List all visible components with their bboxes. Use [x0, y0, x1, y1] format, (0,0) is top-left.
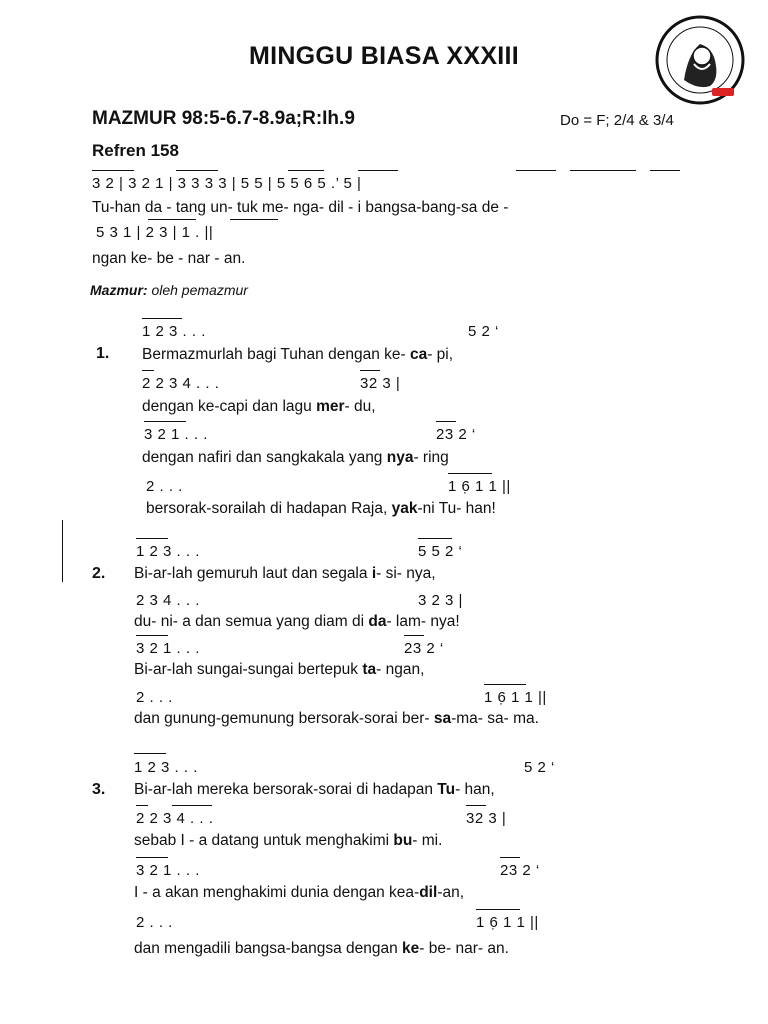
accent-syllable: ke	[402, 940, 420, 957]
lyric-text: Bi-ar-lah sungai-sungai bertepuk	[134, 661, 363, 678]
verse-2-notes-3b: 23 2 ‘	[404, 640, 444, 657]
verse-1-line-4	[146, 500, 496, 518]
verse-2-line-1	[134, 565, 436, 583]
beam	[484, 684, 526, 685]
verse-1-notes-3b: 23 2 ‘	[436, 426, 476, 443]
accent-syllable: ta	[362, 661, 377, 678]
beam	[142, 370, 154, 371]
verse-2-notes-2b: 3 2 3 |	[418, 592, 463, 609]
beam	[230, 219, 278, 220]
lyric-text: dengan nafiri dan sangkakala yang	[142, 449, 387, 466]
beam	[418, 538, 452, 539]
lyric-text: - ngan,	[376, 661, 425, 678]
verse-number: 3.	[92, 781, 106, 798]
beam	[136, 538, 168, 539]
lyric-text: - lam- nya!	[386, 613, 460, 630]
verse-1-notes-4b: 1 6̣ 1 1 ||	[448, 478, 511, 495]
accent-syllable: i	[371, 565, 377, 582]
verse-3-line-2	[134, 832, 442, 850]
verse-2-notes-2a: 2 3 4 . . .	[136, 592, 200, 609]
verse-1-line-2	[142, 398, 376, 416]
beam	[360, 370, 380, 371]
verse-2-notes-4a: 2 . . .	[136, 689, 173, 706]
verse-3-line-1	[134, 781, 495, 799]
verse-2-line-3	[134, 661, 424, 679]
accent-syllable: Tu	[437, 781, 456, 798]
accent-syllable: nya	[386, 449, 414, 466]
verse-2-notes-4b: 1 6̣ 1 1 ||	[484, 689, 547, 706]
lyric-text: - pi,	[427, 346, 454, 363]
beam	[500, 857, 520, 858]
beam	[176, 170, 218, 171]
lyric-text: - du,	[344, 398, 376, 415]
verse-3-notes-1a: 1 2 3 . . .	[134, 759, 198, 776]
verse-3-line-3	[134, 884, 464, 902]
accent-syllable: sa	[433, 710, 452, 727]
refrain-notes-line-2: 5 3 1 | 2 3 | 1 . ||	[96, 224, 214, 241]
verse-2-notes-1b: 5 5 2 ‘	[418, 543, 463, 560]
verse-1-notes-4a: 2 . . .	[146, 478, 183, 495]
verse-1-line-1	[142, 346, 453, 364]
beam	[144, 421, 186, 422]
beam	[570, 170, 636, 171]
beam	[172, 805, 212, 806]
lyric-text: - si- nya,	[376, 565, 436, 582]
verse-2-line-4	[134, 710, 539, 728]
lyric-text: - ring	[413, 449, 449, 466]
lyric-text: Bi-ar-lah mereka bersorak-sorai di hadapan	[134, 781, 438, 798]
verse-3-notes-2a: 2 2 3 4 . . .	[136, 810, 214, 827]
verse-number: 1.	[96, 345, 110, 362]
lyric-text: - be- nar- an.	[419, 940, 509, 957]
psalm-reference: MAZMUR 98:5-6.7-8.9a;R:Ih.9	[92, 108, 355, 129]
verse-3-notes-4b: 1 6̣ 1 1 ||	[476, 914, 539, 931]
psalm-subheading	[90, 282, 248, 298]
verse-1-notes-3a: 3 2 1 . . .	[144, 426, 208, 443]
lyric-text: I - a akan menghakimi dunia dengan kea-	[134, 884, 420, 901]
lyric-text: dan gunung-gemunung bersorak-sorai ber-	[134, 710, 434, 727]
accent-syllable: da	[368, 613, 387, 630]
accent-syllable: dil	[419, 884, 438, 901]
lyric-text: Bermazmurlah bagi Tuhan dengan ke-	[142, 346, 410, 363]
lyric-text: sebab I - a datang untuk menghakimi	[134, 832, 394, 849]
lyric-text: -ma- sa- ma.	[451, 710, 539, 727]
verse-3-notes-1b: 5 2 ‘	[524, 759, 555, 776]
verse-1-notes-1b: 5 2 ‘	[468, 323, 499, 340]
sub-rest: oleh pemazmur	[147, 282, 248, 298]
refrain-lyrics-line-2: ngan ke- be - nar - an.	[92, 250, 246, 267]
refrain-notes-line-1: 3 2 | 3 2 1 | 3 3 3 3 | 5 5 | 5 5 6 5 .’ 5 |	[92, 175, 362, 192]
verse-2-line-2	[134, 613, 460, 631]
verse-3-line-4	[134, 940, 509, 958]
margin-line	[62, 520, 63, 582]
beam	[404, 635, 424, 636]
verse-3-notes-4a: 2 . . .	[136, 914, 173, 931]
accent-syllable: yak	[391, 500, 418, 517]
beam	[288, 170, 324, 171]
lyric-text: Bi-ar-lah gemuruh laut dan segala	[134, 565, 372, 582]
beam	[148, 219, 196, 220]
key-signature: Do = F; 2/4 & 3/4	[560, 112, 674, 129]
beam	[142, 318, 182, 319]
verse-2-notes-1a: 1 2 3 . . .	[136, 543, 200, 560]
beam	[134, 753, 166, 754]
lyric-text: dan mengadili bangsa-bangsa dengan	[134, 940, 403, 957]
beam	[516, 170, 556, 171]
beam	[136, 635, 168, 636]
verse-1-notes-2a: 2 2 3 4 . . .	[142, 375, 220, 392]
beam	[650, 170, 680, 171]
page-title: MINGGU BIASA XXXIII	[248, 42, 520, 70]
lyric-text: - han,	[455, 781, 495, 798]
refrain-heading: Refren 158	[92, 141, 179, 160]
beam	[136, 805, 148, 806]
verse-number: 2.	[92, 565, 106, 582]
verse-1-notes-1a: 1 2 3 . . .	[142, 323, 206, 340]
lyric-text: -ni Tu- han!	[417, 500, 496, 517]
lyric-text: du- ni- a dan semua yang diam di	[134, 613, 369, 630]
beam	[136, 857, 168, 858]
beam	[92, 170, 134, 171]
beam	[466, 805, 486, 806]
verse-1-notes-2b: 32 3 |	[360, 375, 401, 392]
verse-3-notes-2b: 32 3 |	[466, 810, 507, 827]
beam	[476, 909, 520, 910]
verse-3-notes-3a: 3 2 1 . . .	[136, 862, 200, 879]
lyric-text: -an,	[437, 884, 465, 901]
accent-syllable: ca	[409, 346, 428, 363]
lyric-text: bersorak-sorailah di hadapan Raja,	[146, 500, 392, 517]
lyric-text: dengan ke-capi dan lagu	[142, 398, 317, 415]
verse-2-notes-3a: 3 2 1 . . .	[136, 640, 200, 657]
sub-label: Mazmur:	[90, 282, 148, 298]
beam	[448, 473, 492, 474]
verse-1-line-3	[142, 449, 449, 467]
lyric-text: - mi.	[412, 832, 443, 849]
accent-syllable: bu	[393, 832, 413, 849]
verse-3-notes-3b: 23 2 ‘	[500, 862, 540, 879]
accent-syllable: mer	[316, 398, 345, 415]
refrain-lyrics-line-1: Tu-han da - tang un- tuk me- nga- dil - i bangsa-bang-sa de -	[92, 199, 509, 216]
beam	[436, 421, 456, 422]
beam	[358, 170, 398, 171]
